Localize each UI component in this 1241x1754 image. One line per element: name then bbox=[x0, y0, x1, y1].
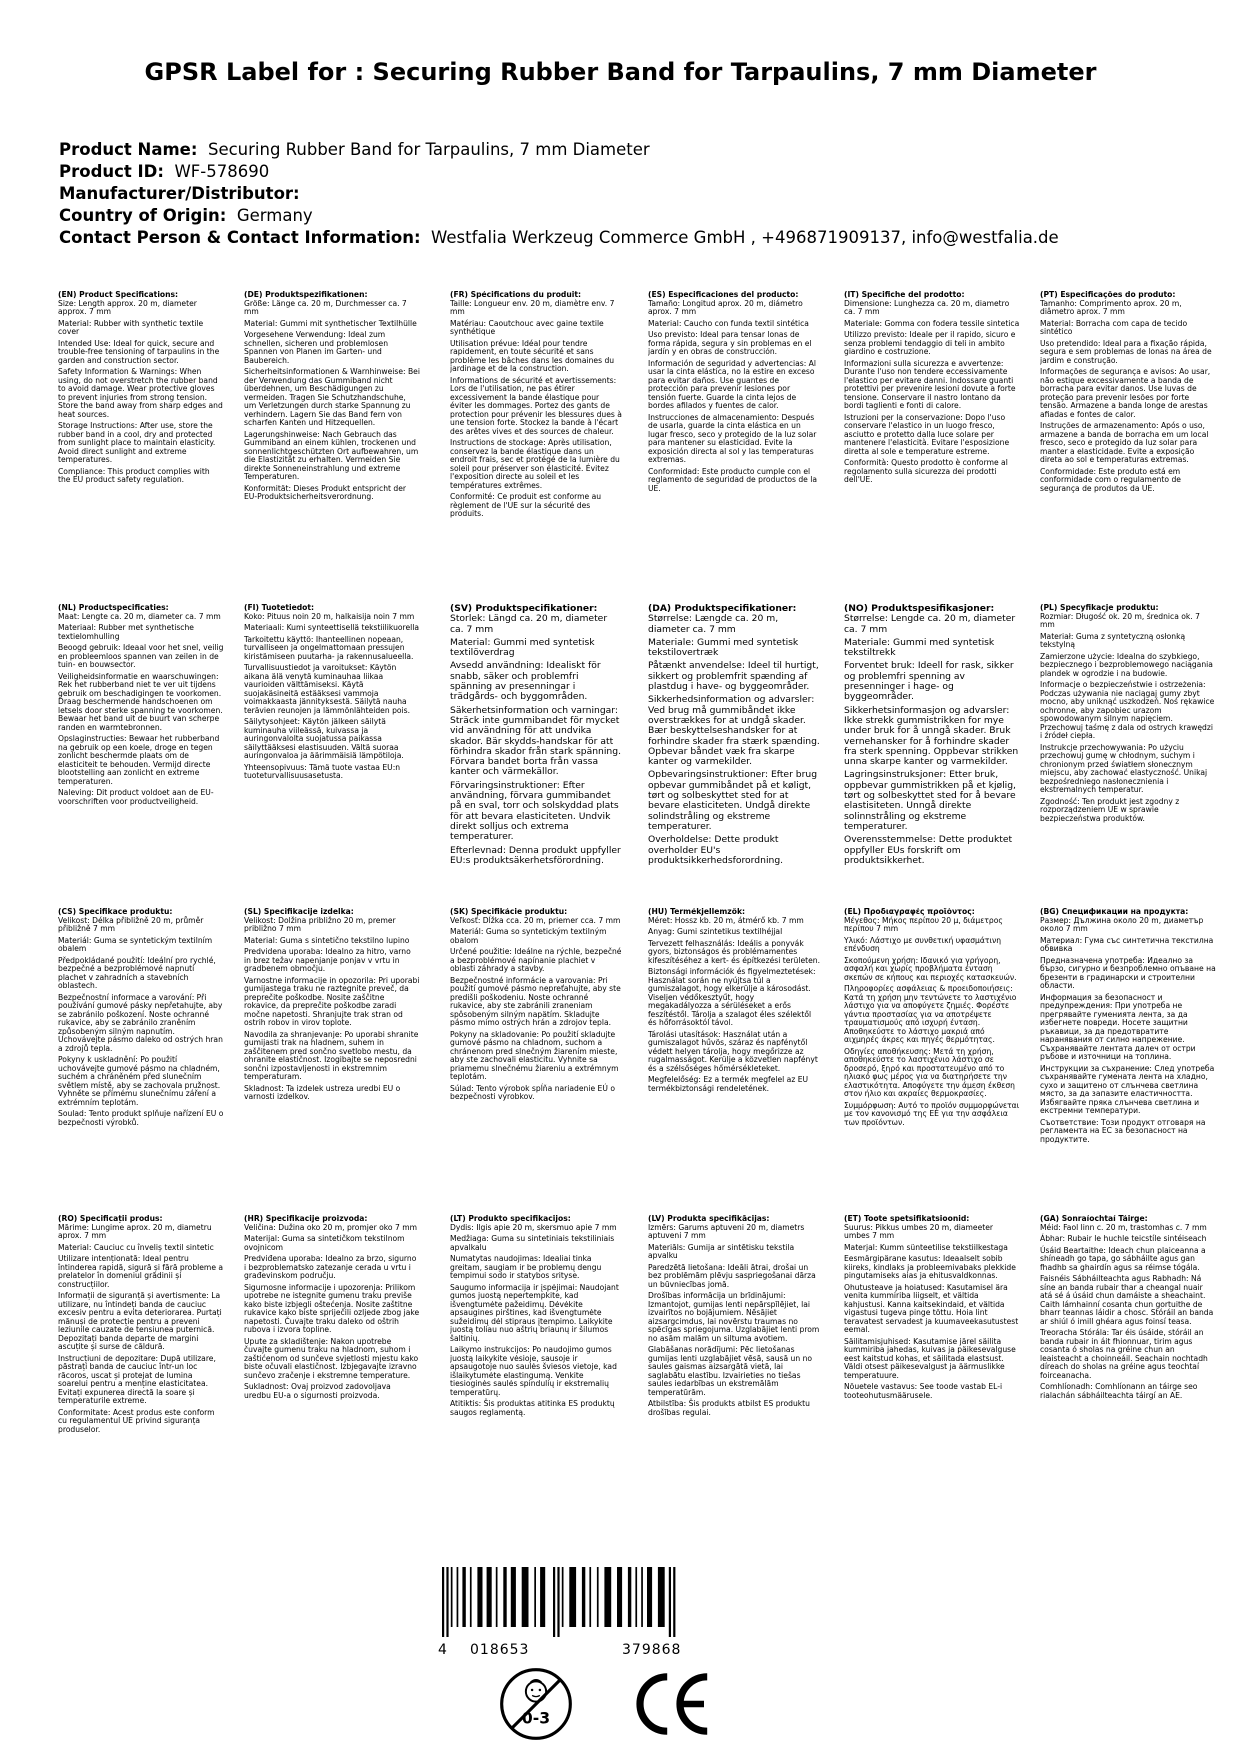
spec-line: Instrukcje przechowywania: Po użyciu przechowuj gumę w chłodnym, suchym i chronionym przed światłem słonecznym miejscu, aby zachować elastyczność. Unikaj bezpośredniego nasłonecznienia i ekstremalnych temperatur. bbox=[1040, 742, 1208, 794]
spec-heading: (SV) Produktspecifikationer: bbox=[450, 604, 598, 614]
spec-line: Materiāls: Gumija ar sintētisku tekstila apvalku bbox=[648, 1242, 795, 1260]
spec-line: Lagerungshinweise: Nach Gebrauch das Gummiband an einem kühlen, trockenen und sonnenlichtgeschützten Ort aufbewahren, um die Elastizität zu erhalten. Vermeiden Sie direkte Sonneneinstrahlung und extreme Temperaturen. bbox=[244, 429, 419, 481]
spec-block bbox=[844, 604, 1020, 869]
spec-line: Material: Rubber with synthetic textile cover bbox=[58, 318, 204, 336]
svg-text:0-3: 0-3 bbox=[521, 1709, 551, 1728]
barcode-bar bbox=[557, 1567, 559, 1637]
spec-heading: (NO) Produktspesifikasjoner: bbox=[844, 604, 995, 614]
spec-line: Tarkoitettu käyttö: Ihanteellinen nopeaan, turvalliseen ja ongelmattomaan pressujen kiristämiseen puutarha- ja rakennusalueella. bbox=[244, 634, 414, 661]
barcode-bar bbox=[451, 1567, 453, 1627]
spec-line: Materjal: Kumm sünteetilise tekstiilkestaga bbox=[844, 1242, 1008, 1252]
spec-block bbox=[58, 1215, 224, 1437]
spec-line: Úsáid Beartaithe: Ideach chun plaiceanna a shíneadh go tapa, go sábháilte agus gan fhadhb sa ghairdín agus sa réimse tógála. bbox=[1040, 1245, 1206, 1272]
barcode-bar bbox=[641, 1567, 643, 1627]
spec-line: Conformidad: Este producto cumple con el reglamento de seguridad de productos de la UE. bbox=[648, 466, 818, 493]
spec-heading: (IT) Specifiche del prodotto: bbox=[844, 291, 965, 299]
spec-line: Treoracha Stórála: Tar éis úsáide, stóráil an banda rubair in áit fhionnuar, tirim agus cosanta ó sholas na gréine chun an leaisteacht a choinneáil. Seachain nochtadh díreach do sholas na gréine agus teochtaí foirceanacha. bbox=[1040, 1328, 1208, 1380]
ean-barcode bbox=[438, 1567, 721, 1637]
spec-line: Sikkerhedsinformation og advarsler: Ved brug må gummibåndet ikke overstrækkes for at undgå skader. Bær beskyttelseshandsker for at forhindre skader fra stærk spænding. Opbevar båndet væk fra skarpe kanter og varmekilder. bbox=[648, 694, 820, 768]
spec-line: Sicherheitsinformationen & Warnhinweise: Bei der Verwendung das Gummiband nicht überdehnen, um Beschädigungen zu vermeiden. Tragen Sie Schutzhandschuhe, um Verletzungen durch starke Spannung zu verhindern. Lagern Sie das Band fern von scharfen Kanten und Hitzequellen. bbox=[244, 367, 420, 427]
spec-heading: (PT) Especificações do produto: bbox=[1040, 291, 1176, 299]
spec-heading: (BG) Спецификации на продукта: bbox=[1040, 908, 1189, 916]
info-value: Germany bbox=[236, 206, 313, 225]
info-value: Securing Rubber Band for Tarpaulins, 7 mm Diameter bbox=[207, 140, 650, 159]
spec-line: Compliance: This product complies with the EU product safety regulation. bbox=[58, 466, 210, 484]
spec-line: Tamaño: Longitud aprox. 20 m, diámetro aprox. 7 mm bbox=[648, 298, 803, 316]
spec-line: Material: Guma s sintetično tekstilno lupino bbox=[244, 935, 410, 945]
spec-line: Förvaringsinstruktioner: Efter användning, förvara gummibandet på en sval, torr och solskyddad plats för att bevara elasticiteten. Undvik direkt solljus och extrema temperaturer. bbox=[450, 779, 619, 843]
product-info bbox=[59, 139, 1059, 249]
spec-block bbox=[450, 604, 622, 869]
info-label: Manufacturer/Distributor: bbox=[59, 184, 300, 203]
barcode-digits-right: 379868 bbox=[622, 1642, 682, 1658]
barcode-bar bbox=[582, 1567, 585, 1627]
spec-line: Sigurnosne informacije i upozorenja: Prilikom upotrebe ne istegnite gumenu traku previše kako biste izbjegli oštećenja. Nosite zaštitne rukavice kako biste spriječili ozljede zbog jake napetosti. Čuvajte traku daleko od oštrih rubova i izvora topline. bbox=[244, 1282, 420, 1334]
spec-line: Předpokládané použití: Ideální pro rychlé, bezpečné a bezproblémové napnutí plachet v zahradních a stavebních oblastech. bbox=[58, 955, 216, 990]
spec-line: Velikost: Délka přibližně 20 m, průměr přibližně 7 mm bbox=[58, 915, 204, 933]
spec-heading: (DE) Produktspezifikationen: bbox=[244, 291, 368, 299]
spec-block bbox=[244, 291, 420, 505]
spec-heading: (RO) Specificații produs: bbox=[58, 1215, 163, 1223]
country-row bbox=[59, 205, 1059, 227]
barcode-bar bbox=[658, 1567, 665, 1627]
spec-block bbox=[244, 1215, 420, 1403]
spec-line: Veľkosť: Dĺžka cca. 20 m, priemer cca. 7 mm bbox=[450, 915, 621, 925]
spec-line: Bezpečnostní informace a varování: Při používání gumové pásky nepřetahujte, aby se zabránilo poškození. Noste ochranné rukavice, aby se zabránilo zraněním způsobeným silným napnutím. Uchovávejte pásmo daleko od ostrých hran a zdrojů tepla. bbox=[58, 992, 223, 1053]
spec-line: Informații de siguranță și avertismente: La utilizare, nu întindeți banda de cauciuc excesiv pentru a evita deteriorarea. Purtați mănuși de protecție pentru a preveni leziunile cauzate de tensiunea puternică. Depozitați banda departe de margini ascuțite și surse de căldură. bbox=[58, 1291, 222, 1351]
spec-line: Megfelelőség: Ez a termék megfelel az EU termékbiztonsági rendeletének. bbox=[648, 1075, 809, 1093]
spec-line: Forventet bruk: Ideell for rask, sikker og problemfri spenning av presenninger i hage- og byggeområder. bbox=[844, 660, 1014, 703]
info-label: Country of Origin: bbox=[59, 206, 227, 225]
spec-line: Nõuetele vastavus: See toode vastab EL-i tooteohutusmäärusele. bbox=[844, 1382, 1003, 1400]
spec-line: Intended Use: Ideal for quick, secure and trouble-free tensioning of tarpaulins in the garden and construction sector. bbox=[58, 338, 220, 365]
spec-line: Laikymo instrukcijos: Po naudojimo gumos juostą laikykite vėsioje, sausoje ir apsaugotoje nuo saulės šviesos vietoje, kad išlaikytumėte elastingumą. Venkite tiesioginės saulės spindulių ir ekstremalių temperatūrų. bbox=[450, 1345, 617, 1397]
spec-line: Navodila za shranjevanje: Po uporabi shranite gumijasti trak na hladnem, suhem in zaščitenem pred sončno svetlobo mestu, da ohranite elastičnost. Izogibajte se neposredni sončni izpostavljenosti in ekstremnim temperaturam. bbox=[244, 1029, 419, 1081]
spec-line: Συμμόρφωση: Αυτό το προϊόν συμμορφώνεται με τον κανονισμό της ΕΕ για την ασφάλεια των προϊόντων. bbox=[844, 1100, 1020, 1127]
spec-block bbox=[844, 291, 1020, 488]
spec-heading: (SL) Specifikacije izdelka: bbox=[244, 908, 354, 916]
barcode-bar bbox=[540, 1567, 545, 1627]
spec-line: Säilitamisjuhised: Kasutamise järel säilita kummiriba jahedas, kuivas ja päikesevalguse eest kaitstud kohas, et säilitada elastsust. Väldi otsest päikesevalgust ja äärmuslikke temperatuure. bbox=[844, 1336, 1016, 1380]
spec-line: Informations de sécurité et avertissements: Lors de l'utilisation, ne pas étirer excessivement la bande élastique pour éviter les dommages. Portez des gants de protection pour prévenir les blessures dues à une tension forte. Stockez la bande à l'écart des arêtes vives et des sources de chaleur. bbox=[450, 375, 622, 436]
spec-block bbox=[1040, 291, 1216, 496]
spec-line: Veličina: Dužina oko 20 m, promjer oko 7 mm bbox=[244, 1222, 417, 1232]
barcode-bar bbox=[487, 1567, 492, 1627]
spec-line: Sikkerhetsinformasjon og advarsler: Ikke strekk gummistrikken for mye under bruk for å unngå skader. Bruk vernehansker for å forhindre skader fra sterk spenning. Oppbevar strikken unna skarpe kanter og varmekilder. bbox=[844, 704, 1019, 768]
spec-block bbox=[58, 604, 224, 809]
spec-line: Predviđena uporaba: Idealno za brzo, sigurno i bezproblematsko zatezanje cerada u vrtu i građevinskom području. bbox=[244, 1254, 417, 1280]
spec-heading: (SK) Špecifikácie produktu: bbox=[450, 908, 568, 916]
spec-line: Informazioni sulla sicurezza e avvertenze: Durante l'uso non tendere eccessivamente l'elastico per evitare danni. Indossare guanti protettivi per prevenire lesioni dovute a forte tensione. Conservare il nastro lontano da bordi taglienti e fonti di calore. bbox=[844, 358, 1016, 410]
spec-block bbox=[58, 291, 224, 488]
barcode-bar bbox=[477, 1567, 482, 1627]
barcode-bar bbox=[503, 1567, 506, 1627]
spec-line: Utilizzo previsto: Ideale per il rapido, sicuro e senza problemi tendaggio di teli in ambito giardino e costruzione. bbox=[844, 330, 1016, 356]
barcode-bar bbox=[562, 1567, 564, 1627]
spec-line: Opslaginstructies: Bewaar het rubberband na gebruik op een koele, droge en tegen zonlicht beschermde plaats om de elasticiteit te behouden. Vermijd directe blootstelling aan zonlicht en extreme temperaturen. bbox=[58, 734, 220, 786]
spec-heading: (EN) Product Specifications: bbox=[58, 291, 179, 299]
spec-line: Safety Information & Warnings: When using, do not overstretch the rubber band to avoid damage. Wear protective gloves to prevent injuries from strong tension. Store the band away from sharp edges and heat sources. bbox=[58, 367, 223, 419]
product-name-row bbox=[59, 139, 1059, 161]
spec-block bbox=[244, 604, 420, 784]
spec-line: Storage Instructions: After use, store the rubber band in a cool, dry and protected from sunlight place to maintain elasticity. Avoid direct sunlight and extreme temperatures. bbox=[58, 421, 216, 464]
spec-line: Bezpečnostné informácie a varovania: Pri použití gumové pásmo nepreťahujte, aby ste predišli poškodeniu. Noste ochranné rukavice, aby ste zabránili zraneniam spôsobeným silným napätím. Skladujte pásmo mimo ostrých hrán a zdrojov tepla. bbox=[450, 975, 621, 1027]
spec-line: Informações de segurança e avisos: Ao usar, não estique excessivamente a banda de borracha para evitar danos. Use luvas de proteção para prevenir lesões por forte tensão. Armazene a banda longe de arestas afiadas e fontes de calor. bbox=[1040, 367, 1211, 419]
spec-block bbox=[58, 908, 224, 1130]
spec-line: Größe: Länge ca. 20 m, Durchmesser ca. 7 mm bbox=[244, 298, 407, 316]
spec-line: Overholdelse: Dette produkt overholder EU's produktsikkerhedsforordning. bbox=[648, 834, 784, 866]
spec-line: Určené použitie: Ideálne na rýchle, bezpečné a bezproblémové napínanie plachiet v oblasti záhrady a stavby. bbox=[450, 947, 622, 973]
spec-line: Matériau: Caoutchouc avec gaine textile synthétique bbox=[450, 318, 604, 336]
spec-line: Materiale: Gomma con fodera tessile sintetica bbox=[844, 318, 1020, 328]
spec-heading: (LT) Produkto specifikacijos: bbox=[450, 1215, 571, 1223]
spec-heading: (EL) Προδιαγραφές προϊόντος: bbox=[844, 908, 975, 916]
barcode-bar bbox=[589, 1567, 591, 1627]
spec-heading: (HR) Specifikacije proizvoda: bbox=[244, 1215, 368, 1223]
barcode-digits-left: 018653 bbox=[470, 1642, 530, 1658]
spec-heading: (ES) Especificaciones del producto: bbox=[648, 291, 799, 299]
spec-heading: (FI) Tuotetiedot: bbox=[244, 604, 315, 612]
spec-line: Ohutusteave ja hoiatused: Kasutamisel ära venita kummiriba liigselt, et vältida kahjustusi. Kanna kaitsekindaid, et vältida vigastusi tugeva pinge tõttu. Hoia lint teravatest servadest ja kuumaveekasutustest eemal. bbox=[844, 1282, 1019, 1334]
spec-line: Anyag: Gumi szintetikus textilhéjjal bbox=[648, 927, 783, 936]
spec-line: Mărime: Lungime aprox. 20 m, diametru aprox. 7 mm bbox=[58, 1222, 212, 1240]
spec-line: Информация за безопасност и предупреждения: При употреба не прегрявайте гуменията лента, за да избегнете повреди. Носете защитни ръкавици, за да предотвратите наранявания от силно напрежение. Съхранявайте лентата далеч от остри ръбове и източници на топлина. bbox=[1040, 992, 1196, 1061]
spec-block bbox=[450, 291, 622, 522]
spec-line: Skladnost: Ta izdelek ustreza uredbi EU o varnosti izdelkov. bbox=[244, 1083, 401, 1101]
spec-block bbox=[450, 1215, 622, 1420]
spec-line: Material: Borracha com capa de tecido sintético bbox=[1040, 318, 1188, 336]
spec-line: Súlad: Tento výrobok spĺňa nariadenie EÚ o bezpečnosti výrobkov. bbox=[450, 1083, 615, 1101]
spec-line: Paredzētā lietošana: Ideāli ātrai, drošai un bez problēmām plēvju saspriegošanai dārza un būvniecības jomā. bbox=[648, 1262, 816, 1289]
spec-line: Información de seguridad y advertencias: Al usar la cinta elástica, no la estire en exceso para evitar daños. Use guantes de protección para prevenir lesiones por tensión fuerte. Guarde la cinta lejos de bordes afilados y fuentes de calor. bbox=[648, 358, 816, 410]
spec-line: Instrucțiuni de depozitare: După utilizare, păstrați banda de cauciuc într-un loc răcoros, uscat și protejat de lumina soarelui pentru a menține elasticitatea. Evitați expunerea directă la soare și temperaturile extreme. bbox=[58, 1353, 216, 1405]
spec-line: Materiał: Guma z syntetyczną osłonką tekstylną bbox=[1040, 631, 1186, 649]
spec-line: Material: Gummi mit synthetischer Textilhülle bbox=[244, 318, 417, 328]
spec-line: Sukladnost: Ovaj proizvod zadovoljava uredbu EU-a o sigurnosti proizvoda. bbox=[244, 1382, 391, 1400]
spec-line: Utilisation prévue: Idéal pour tendre rapidement, en toute sécurité et sans problème les bâches dans les domaines du jardinage et de la construction. bbox=[450, 338, 615, 373]
spec-line: Varnostne informacije in opozorila: Pri uporabi gumijastega traku ne raztegnite preveč, da preprečite poškodbe. Nosite zaščitne rokavice, da preprečite poškodbe zaradi močne napetosti. Shranjujte trak stran od ostrih robov in virov toplote. bbox=[244, 975, 420, 1027]
spec-line: Størrelse: Længde ca. 20 m, diameter ca. 7 mm bbox=[648, 613, 779, 635]
spec-heading: (DA) Produktspecifikationer: bbox=[648, 604, 797, 614]
barcode-bar bbox=[669, 1567, 671, 1637]
barcode-bar bbox=[597, 1567, 599, 1627]
spec-line: Säilytysohjeet: Käytön jälkeen säilytä kuminauha viileässä, kuivassa ja auringonvalolta suojatussa paikassa säilyttääksesi elastisuuden. Vältä suoraa auringonvaloa ja äärimmäisiä lämpötiloja. bbox=[244, 717, 404, 760]
spec-block bbox=[844, 908, 1020, 1130]
spec-line: Comhlíonadh: Comhlíonann an táirge seo rialachán sábháilteachta táirgí an AE. bbox=[1040, 1382, 1198, 1400]
spec-line: Lagringsinstruksjoner: Etter bruk, oppbevar gummistrikken på et kjølig, tørt og solbeskyttet sted for å bevare elastisiteten. Unngå direkte solinnstråling og ekstreme temperaturer. bbox=[844, 769, 1016, 832]
spec-line: Atbilstība: Šis produkts atbilst ES produktu drošības regulai. bbox=[648, 1399, 810, 1417]
spec-line: Materiaali: Kumi synteettisellä tekstiilikuorella bbox=[244, 623, 420, 632]
spec-line: Medžiaga: Guma su sintetiniais tekstiliniais apvalkalu bbox=[450, 1234, 615, 1252]
spec-line: Materijal: Guma sa sintetičkom tekstilnom ovojnicom bbox=[244, 1234, 405, 1252]
spec-heading: (NL) Productspecificaties: bbox=[58, 604, 169, 612]
spec-line: Instrucciones de almacenamiento: Después de usarla, guarde la cinta elástica en un lugar fresco, seco y protegido de la luz solar para mantener su elasticidad. Evite la exposición directa al sol y las temperaturas extremas. bbox=[648, 412, 817, 464]
spec-line: Pokyny na skladovanie: Po použití skladujte gumové pásmo na chladnom, suchom a chránenom pred slnečným žiarením mieste, aby ste zachovali elasticitu. Vyhnite sa priamemu slnečnému žiareniu a extrémnym teplotám. bbox=[450, 1029, 619, 1081]
spec-line: Numatytas naudojimas: Idealiai tinka greitam, saugiam ir be problemų dengu tempimui sodo ir statybos srityse. bbox=[450, 1254, 602, 1280]
spec-line: Rozmiar: Długość ok. 20 m, średnica ok. 7 mm bbox=[1040, 611, 1200, 629]
spec-line: Atitiktis: Šis produktas atitinka ES produktų saugos reglamentą. bbox=[450, 1399, 615, 1417]
spec-block bbox=[648, 1215, 820, 1420]
spec-line: Size: Length approx. 20 m, diameter approx. 7 mm bbox=[58, 298, 197, 316]
spec-heading: (CS) Specifikace produktu: bbox=[58, 908, 173, 916]
info-label: Contact Person & Contact Information: bbox=[59, 228, 421, 247]
spec-line: Съответствие: Този продукт отговаря на регламента на ЕС за безопасност на продуктите. bbox=[1040, 1117, 1206, 1144]
spec-line: Πληροφορίες ασφάλειας & προειδοποιήσεις: Κατά τη χρήση μην τεντώνετε το λαστιχένιο λάστιχο για να αποφύγετε ζημιές. Φορέστε γάντια προστασίας για να αποτρέψετε τραυματισμούς από ισχυρή ένταση. Αποθηκεύστε το λάστιχο μακριά από αιχμηρές άκρες και πηγές θερμότητας. bbox=[844, 984, 1017, 1044]
barcode-bar bbox=[496, 1567, 498, 1627]
info-value: Westfalia Werkzeug Commerce GmbH , +496871909137, info@westfalia.de bbox=[431, 228, 1059, 247]
barcode-bar bbox=[673, 1567, 675, 1637]
spec-line: Upute za skladištenje: Nakon upotrebe čuvajte gumenu traku na hladnom, suhom i zaštićenom od sunčeve svjetlosti mjestu kako biste očuvali elastičnost. Izbjegavajte izravno sunčevo zračenje i ekstremne temperature. bbox=[244, 1336, 419, 1380]
contact-row bbox=[59, 227, 1059, 249]
spec-line: Istruzioni per la conservazione: Dopo l'uso conservare l'elastico in un luogo fresco, asciutto e protetto dalla luce solare per mantenere l'elasticità. Evitare l'esposizione diretta al sole e temperature estreme. bbox=[844, 412, 1010, 456]
spec-block bbox=[648, 908, 820, 1096]
barcode-bar bbox=[511, 1567, 516, 1627]
spec-line: Tárolási utasítások: Használat után a gumiszalagot hűvös, száraz és napfénytől védett helyen tárolja, hogy megőrizze az rugalmasságot. Kerülje a közvetlen napfényt és a szélsőséges hőmérsékleteket. bbox=[648, 1029, 818, 1073]
spec-line: Zamierzone użycie: Idealna do szybkiego, bezpiecznego i bezproblemowego naciągania plandek w ogrodzie i na budowie. bbox=[1040, 651, 1213, 678]
spec-line: Ábhar: Rubair le huchle teicstíle sintéiseach bbox=[1040, 1234, 1207, 1243]
barcode-bar bbox=[604, 1567, 611, 1627]
spec-line: Dimensione: Lunghezza ca. 20 m, diametro ca. 7 mm bbox=[844, 298, 1010, 316]
spec-line: Размер: Дължина около 20 m, диаметър около 7 mm bbox=[1040, 915, 1204, 933]
spec-line: Beoogd gebruik: Ideaal voor het snel, veilig en probleemloos spannen van zeilen in de tuin- en bouwsector. bbox=[58, 643, 224, 669]
barcode-digit-lead: 4 bbox=[438, 1642, 447, 1658]
barcode-bar bbox=[628, 1567, 631, 1627]
spec-block bbox=[450, 908, 622, 1105]
spec-line: Οδηγίες αποθήκευσης: Μετά τη χρήση, αποθηκεύστε το λαστιχένιο λάστιχο σε δροσερό, ξηρό και προστατευμένο από το ηλιακό φως μέρος για να διατηρήσετε την ελαστικότητα. Αποφύγετε την άμεση έκθεση στον ήλιο και ακραίες θερμοκρασίες. bbox=[844, 1046, 1015, 1098]
page-title: GPSR Label for : Securing Rubber Band for Tarpaulins, 7 mm Diameter bbox=[144, 58, 1097, 86]
spec-line: Overensstemmelse: Dette produktet oppfyller EUs forskrift om produktsikkerhet. bbox=[844, 834, 1013, 866]
spec-line: Material: Caucho con funda textil sintética bbox=[648, 318, 809, 328]
spec-block bbox=[1040, 908, 1216, 1147]
spec-line: Материал: Гума със синтетична текстилна обвивка bbox=[1040, 935, 1214, 953]
barcode-bar bbox=[553, 1567, 555, 1637]
ce-mark-icon bbox=[632, 1670, 712, 1738]
spec-line: Säkerhetsinformation och varningar: Sträck inte gummibandet för mycket vid användning för att undvika skador. Bär skydds-handskar för att förhindra skador från stark spänning. Förvara bandet borta från vassa kanter och värmekällor. bbox=[450, 704, 622, 778]
spec-line: Taille: Longueur env. 20 m, diamètre env. 7 mm bbox=[450, 298, 615, 316]
spec-line: Saugumo informacija ir įspėjimai: Naudojant gumos juostą nepertempkite, kad išvengtumėte pažeidimų. Dėvėkite apsaugines pirštines, kad išvengtumėte sužeidimų dėl stipraus įtempimo. Laikykite juostą toliau nuo aštrių briaunų ir šilumos šaltinių. bbox=[450, 1282, 619, 1343]
info-label: Product ID: bbox=[59, 162, 164, 181]
barcode-bar bbox=[470, 1567, 472, 1627]
product-id-row bbox=[59, 161, 1059, 183]
manufacturer-row bbox=[59, 183, 1059, 205]
spec-line: Materiale: Gummi med syntetisk tekstiltrekk bbox=[844, 636, 995, 659]
spec-heading: (LV) Produkta specifikācijas: bbox=[648, 1215, 770, 1223]
spec-block bbox=[648, 604, 820, 869]
spec-line: Conformitate: Acest produs este conform cu regulamentul UE privind siguranța produselor. bbox=[58, 1407, 215, 1434]
barcode-bar bbox=[635, 1567, 637, 1627]
spec-line: Material: Cauciuc cu înveliș textil sintetic bbox=[58, 1242, 214, 1252]
info-label: Product Name: bbox=[59, 140, 198, 159]
spec-line: Dydis: Ilgis apie 20 m, skersmuo apie 7 mm bbox=[450, 1222, 617, 1232]
spec-line: Biztonsági információk és figyelmeztetések: Használat során ne nyújtsa túl a gumiszalagot, hogy elkerülje a károsodást. Viseljen védőkesztyűt, hogy megakadályozza a sérüléseket a erős feszítéstől. Tárolja a szalagot éles szélektől és hőforrásoktól távol. bbox=[648, 967, 816, 1027]
spec-line: Uso pretendido: Ideal para a fixação rápida, segura e sem problemas de lonas na área de jardim e construção. bbox=[1040, 338, 1212, 365]
spec-block bbox=[1040, 604, 1216, 826]
spec-line: Naleving: Dit product voldoet aan de EU-voorschriften voor productveiligheid. bbox=[58, 788, 214, 806]
spec-line: Materiaal: Rubber met synthetische textielomhulling bbox=[58, 623, 194, 641]
spec-line: Instruções de armazenamento: Após o uso, armazene a banda de borracha em um local fresco, seco e protegido da luz solar para manter a elasticidade. Evite a exposição direta ao sol e temperaturas extremas. bbox=[1040, 421, 1209, 464]
spec-block bbox=[844, 1215, 1020, 1403]
spec-line: Zgodność: Ten produkt jest zgodny z rozporządzeniem UE w sprawie bezpieczeństwa produktów. bbox=[1040, 796, 1180, 823]
spec-line: Koko: Pituus noin 20 m, halkaisija noin 7 mm bbox=[244, 611, 415, 621]
spec-line: Conformité: Ce produit est conforme au règlement de l'UE sur la sécurité des produits. bbox=[450, 492, 602, 518]
spec-line: Υλικό: Λάστιχο με συνθετική υφασμάτινη επένδυση bbox=[844, 935, 1002, 953]
barcode-bar bbox=[647, 1567, 652, 1627]
spec-heading: (HU) Termékjellemzők: bbox=[648, 908, 746, 916]
spec-line: Avsedd användning: Idealiskt för snabb, säker och problemfri spänning av presenningar i trädgårds- och byggområden. bbox=[450, 660, 601, 703]
spec-block bbox=[244, 908, 420, 1105]
spec-line: Pokyny k uskladnění: Po použití uchovávejte gumové pásmo na chladném, suchém a chráněném před slunečním světlem místě, aby se zachovala pružnost. Vyhněte se přímému slunečnímu záření a extrémním teplotám. bbox=[58, 1055, 221, 1107]
barcode-bar bbox=[534, 1567, 536, 1627]
spec-line: Инструкции за съхранение: След употреба съхранявайте гумената лента на хладно, сухо и защитено от слънчева светлина място, за да запазите еластичността. Избягвайте пряка слънчева светлина и екстремни температури. bbox=[1040, 1063, 1215, 1115]
spec-line: Instructions de stockage: Après utilisation, conservez la bande élastique dans un endroit frais, sec et protégé de la lumière du soleil pour préserver son élasticité. Évitez l'exposition directe au soleil et les températures extrêmes. bbox=[450, 438, 620, 490]
spec-line: Vorgesehene Verwendung: Ideal zum schnellen, sicheren und problemlosen Spannen von Planen im Garten- und Baubereich. bbox=[244, 330, 389, 365]
spec-line: Yhteensopivuus: Tämä tuote vastaa EU:n tuoteturvallisuusasetusta. bbox=[244, 762, 401, 780]
spec-line: Méret: Hossz kb. 20 m, átmérő kb. 7 mm bbox=[648, 915, 804, 925]
spec-line: Eesmärgipärane kasutus: Ideaalselt sobib kiireks, kindlaks ja probleemivabaks plekkide pingutamiseks aias ja ehitusvaldkonnas. bbox=[844, 1254, 1016, 1280]
spec-heading: (PL) Specyfikacje produktu: bbox=[1040, 604, 1159, 612]
spec-line: Predvidena uporaba: Idealno za hitro, varno in brez težav napenjanje ponjav v vrtu in gradbenem območju. bbox=[244, 947, 411, 973]
spec-line: Drošības informācija un brīdinājumi: Izmantojot, gumijas lenti nepārspīlējiet, lai izvairītos no bojājumiem. Nēsājiet aizsargcimdus, lai novērstu traumas no spēcīgas spriegojuma. Uzglabājiet lenti prom no asām malām un siltuma avotiem. bbox=[648, 1291, 820, 1343]
spec-line: Velikost: Dolžina približno 20 m, premer približno 7 mm bbox=[244, 915, 396, 933]
spec-line: Storlek: Längd ca. 20 m, diameter ca. 7 mm bbox=[450, 613, 608, 635]
spec-line: Conformidade: Este produto está em conformidade com o regulamento de segurança de produtos da UE. bbox=[1040, 466, 1181, 493]
spec-line: Turvallisuustiedot ja varoitukset: Käytön aikana älä venytä kuminauhaa liikaa vaurioiden välttämiseksi. Käytä suojakäsineitä estääksesi vammoja voimakkaasta jännityksestä. Säilytä nauha terävien reunojen ja lämmönlähteiden pois. bbox=[244, 663, 411, 715]
spec-line: Faisnéis Sábháilteachta agus Rabhadh: Ná síne an banda rubair thar a cheangal nuair atá sé á úsáid chun damáiste a sheachaint. Caith lámhainní cosanta chun gortuithe de bharr teannas láidir a chosc. Stóráil an banda ar shiúl ó imill ghéara agus foinsí teasa. bbox=[1040, 1274, 1214, 1326]
barcode-bar bbox=[457, 1567, 459, 1627]
spec-line: Uso previsto: Ideal para tensar lonas de forma rápida, segura y sin problemas en el jardín y en obras de construcción. bbox=[648, 330, 812, 356]
spec-line: Konformität: Dieses Produkt entspricht der EU-Produktsicherheitsverordnung. bbox=[244, 483, 407, 501]
spec-line: Μέγεθος: Μήκος περίπου 20 μ, διάμετρος περίπου 7 mm bbox=[844, 915, 1003, 933]
spec-line: Informacje o bezpieczeństwie i ostrzeżenia: Podczas używania nie naciągaj gumy zbyt mocno, aby uniknąć uszkodzeń. Noś rękawice ochronne, aby zapobiec urazom spowodowanym silnym napięciem. Przechowuj taśmę z dala od ostrych krawędzi i źródeł ciepła. bbox=[1040, 680, 1215, 740]
spec-block bbox=[1040, 1215, 1216, 1403]
spec-heading: (ET) Toote spetsifikatsioonid: bbox=[844, 1215, 970, 1223]
age-restriction-0-3-icon bbox=[497, 1665, 575, 1743]
info-value: WF-578690 bbox=[174, 162, 270, 181]
spec-line: Suurus: Pikkus umbes 20 m, diameeter umbes 7 mm bbox=[844, 1222, 994, 1240]
spec-line: Предназначена употреба: Идеално за бързо, сигурно и безпроблемно опъване на брезенти в градинарски и строителни области. bbox=[1040, 955, 1216, 990]
barcode-bar bbox=[617, 1567, 622, 1627]
spec-line: Material: Gummi med syntetisk textilöverdrag bbox=[450, 636, 595, 659]
spec-line: Veiligheidsinformatie en waarschuwingen: Rek het rubberband niet te ver uit tijdens gebruik om beschadigingen te voorkomen. Draag beschermende handschoenen om letsels door sterke spanning te voorkomen. Bewaar het band uit de buurt van scherpe randen en warmtebronnen. bbox=[58, 671, 223, 732]
spec-line: Soulad: Tento produkt splňuje nařízení EU o bezpečnosti výrobků. bbox=[58, 1109, 224, 1127]
spec-line: Utilizare intenționată: Ideal pentru întinderea rapidă, sigură și fără probleme a prelatelor în domeniul grădinii și construcțiilor. bbox=[58, 1254, 224, 1289]
spec-heading: (FR) Spécifications du produit: bbox=[450, 291, 582, 299]
spec-heading: (GA) Sonraíochtaí Táirge: bbox=[1040, 1215, 1148, 1223]
spec-line: Izmērs: Garums aptuveni 20 m, diametrs aptuveni 7 mm bbox=[648, 1222, 805, 1240]
spec-block bbox=[648, 291, 820, 496]
barcode-bar bbox=[442, 1567, 444, 1637]
spec-line: Størrelse: Lengde ca. 20 m, diameter ca. 7 mm bbox=[844, 613, 1016, 635]
spec-line: Materiale: Gummi med syntetisk tekstilovertræk bbox=[648, 636, 799, 659]
spec-line: Conformità: Questo prodotto è conforme al regolamento sulla sicurezza dei prodotti dell'UE. bbox=[844, 458, 1008, 484]
spec-line: Glabāšanas norādījumi: Pēc lietošanas gumijas lenti uzglabājiet vēsā, sausā un no saules gaismas aizsargātā vietā, lai saglabātu elastību. Izvairieties no tiešas saules iedarbības un ekstremālām temperatūrām. bbox=[648, 1345, 813, 1397]
spec-line: Méid: Faol linn c. 20 m, trastomhas c. 7 mm bbox=[1040, 1222, 1207, 1232]
spec-line: Tamanho: Comprimento aprox. 20 m, diâmetro aprox. 7 mm bbox=[1040, 298, 1182, 316]
spec-line: Materiál: Guma se syntetickým textilním obalem bbox=[58, 935, 213, 953]
spec-line: Opbevaringsinstruktioner: Efter brug opbevar gummibåndet på et køligt, tørt og solbeskyttet sted for at bevare elasticiteten. Undgå direkte solindstråling og ekstreme temperaturer. bbox=[648, 769, 818, 832]
spec-line: Σκοπούμενη χρήση: Ιδανικό για γρήγορη, ασφαλή και χωρίς προβλήματα ένταση σκεπών σε κήπους και περιοχές κατασκευών. bbox=[844, 955, 1017, 982]
barcode-bar bbox=[446, 1567, 448, 1637]
barcode-bar bbox=[522, 1567, 529, 1627]
spec-line: Påtænkt anvendelse: Ideel til hurtigt, sikkert og problemfrit spænding af plastdug i have- og byggeområder. bbox=[648, 660, 819, 693]
spec-line: Efterlevnad: Denna produkt uppfyller EU:s produktsäkerhetsförordning. bbox=[450, 844, 621, 866]
barcode-bar bbox=[462, 1567, 465, 1627]
barcode-bar bbox=[569, 1567, 576, 1627]
spec-line: Maat: Lengte ca. 20 m, diameter ca. 7 mm bbox=[58, 611, 221, 621]
spec-line: Tervezett felhasználás: Ideális a ponyvák gyors, biztonságos és problémamentes kifeszítéséhez a kert- és építkezési területen. bbox=[648, 938, 820, 965]
spec-line: Materiál: Guma so syntetickým textilným obalom bbox=[450, 927, 607, 945]
